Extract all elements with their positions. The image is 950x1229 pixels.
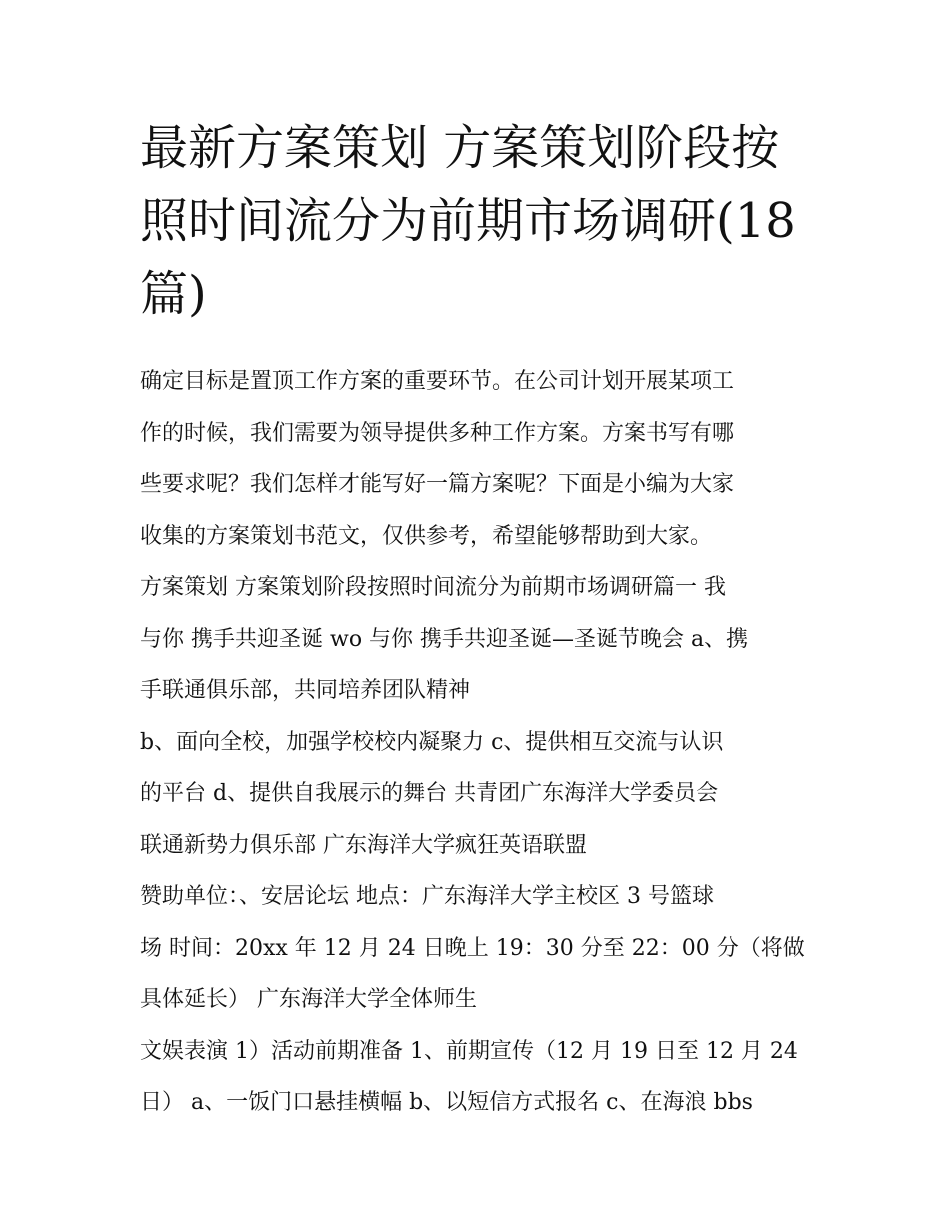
body-line: 方案策划 方案策划阶段按照时间流分为前期市场调研篇一 我 — [140, 575, 726, 600]
body-line: b、面向全校，加强学校校内凝聚力 c、提供相互交流与认识 — [140, 729, 724, 755]
body-line: 日） a、一饭门口悬挂横幅 b、以短信方式报名 c、在海浪 bbs — [140, 1090, 753, 1115]
body-line: 联通新势力俱乐部 广东海洋大学疯狂英语联盟 — [140, 832, 587, 858]
title-line-3: 篇) — [140, 266, 207, 322]
body-line: 收集的方案策划书范文，仅供参考，希望能够帮助到大家。 — [140, 523, 713, 549]
body-line: 些要求呢？我们怎样才能写好一篇方案呢？下面是小编为大家 — [140, 472, 735, 497]
document-body — [140, 356, 812, 1129]
body-line: 文娱表演 1）活动前期准备 1、前期宣传（12 月 19 日至 12 月 24 — [140, 1038, 798, 1064]
body-line: 场 时间：20xx 年 12 月 24 日晚上 19：30 分至 22：00 分（将做 — [140, 935, 805, 961]
body-line: 作的时候，我们需要为领导提供多种工作方案。方案书写有哪 — [140, 420, 735, 446]
body-line: 具体延长） 广东海洋大学全体师生 — [140, 987, 477, 1012]
body-line: 赞助单位：、安居论坛 地点：广东海洋大学主校区 3 号篮球 — [140, 884, 714, 909]
title-line-1: 最新方案策划 方案策划阶段按 — [140, 120, 780, 176]
document-title — [140, 112, 812, 331]
body-line: 与你 携手共迎圣诞 wo 与你 携手共迎圣诞—圣诞节晚会 a、携 — [140, 626, 749, 652]
body-line: 手联通俱乐部，共同培养团队精神 — [140, 678, 471, 703]
title-line-2: 照时间流分为前期市场调研(18 — [140, 193, 796, 249]
body-line: 的平台 d、提供自我展示的舞台 共青团广东海洋大学委员会 — [140, 781, 719, 806]
body-line: 确定目标是置顶工作方案的重要环节。在公司计划开展某项工 — [140, 369, 735, 394]
